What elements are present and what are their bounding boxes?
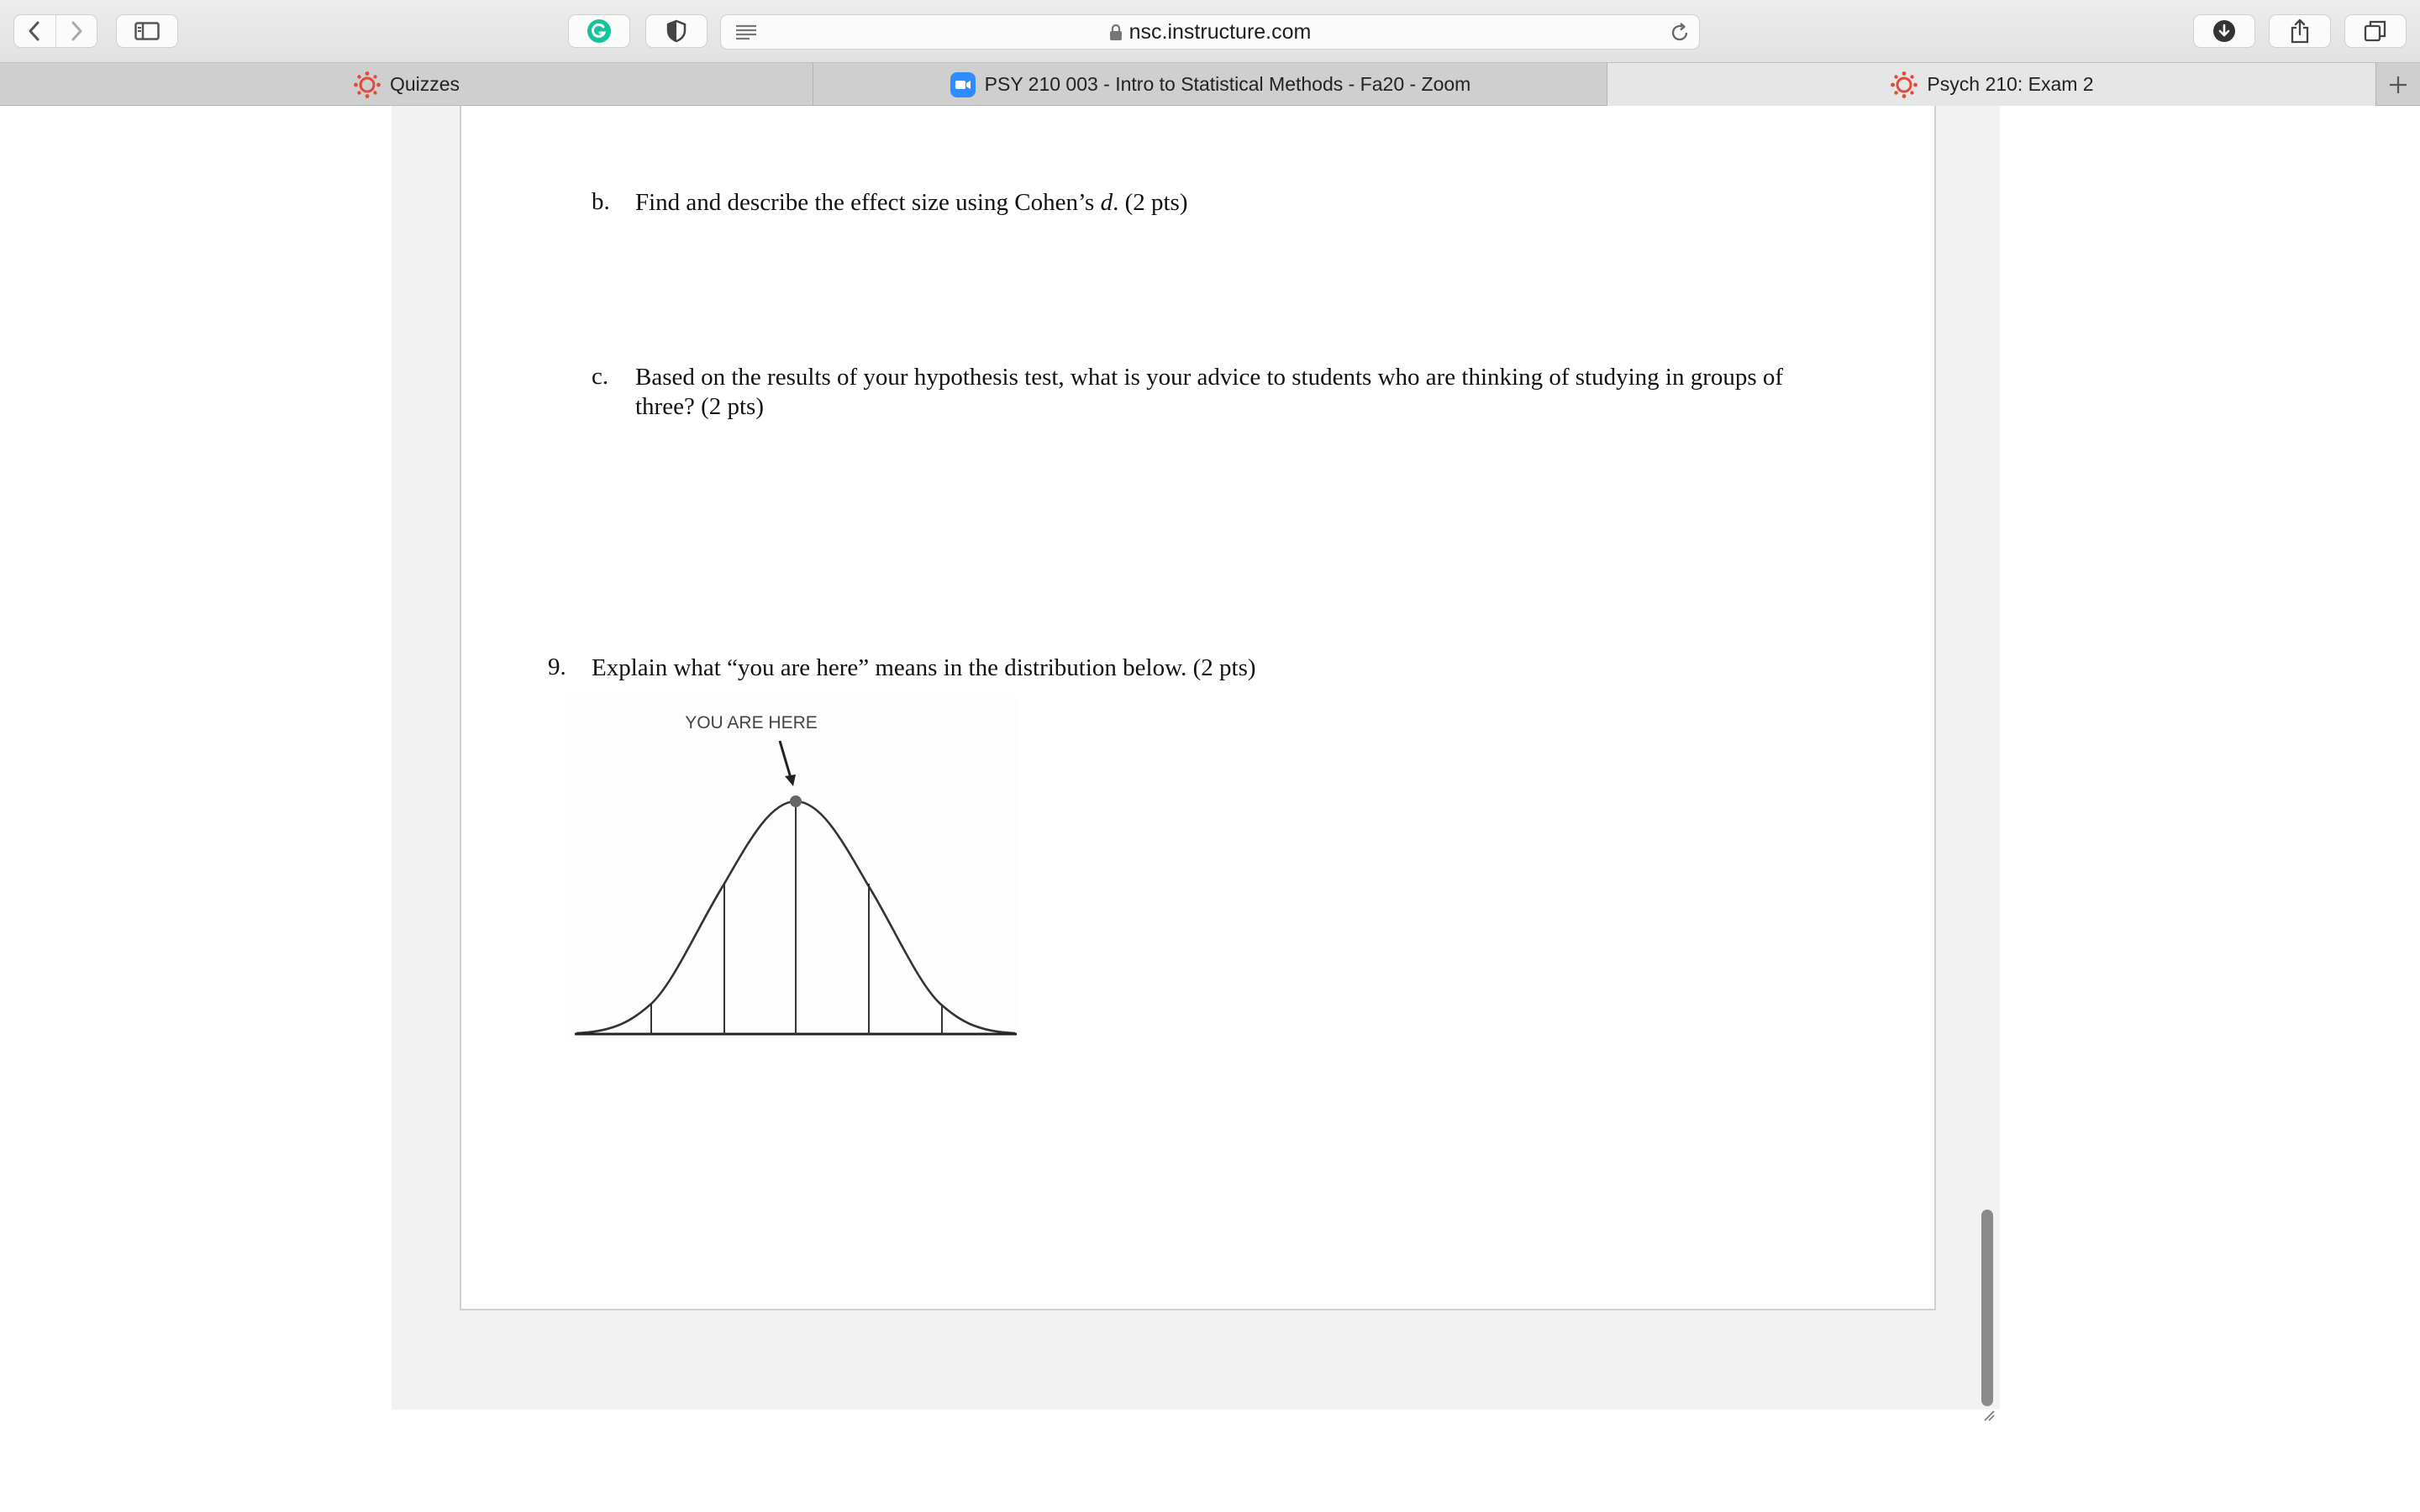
- question-c-line1: Based on the results of your hypothesis test, what is your advice to students who are thinking of studying in groups of: [635, 364, 1784, 391]
- tab-exam[interactable]: [1607, 63, 2376, 106]
- item-marker: b.: [592, 188, 610, 215]
- tab-quizzes[interactable]: [0, 63, 813, 106]
- chevron-left-icon: [27, 20, 42, 42]
- url-text: nsc.instructure.com: [1128, 20, 1312, 44]
- question-9-text: Explain what “you are here” means in the distribution below. (2 pts): [592, 654, 1256, 681]
- shield-icon: [666, 19, 687, 43]
- tab-label: Quizzes: [389, 73, 460, 95]
- tab-zoom[interactable]: [813, 63, 1607, 106]
- question-c-line2: three? (2 pts): [635, 393, 764, 420]
- normal-curve-illustration: [565, 697, 1017, 1042]
- reload-icon[interactable]: [1669, 22, 1691, 44]
- plus-icon: [2388, 75, 2408, 95]
- nav-buttons: [13, 14, 97, 48]
- item-marker: 9.: [548, 654, 566, 680]
- resize-grip-icon[interactable]: [1981, 1408, 1995, 1421]
- item-marker: c.: [592, 363, 609, 390]
- share-button[interactable]: [2269, 14, 2331, 48]
- browser-toolbar: [0, 0, 2420, 62]
- sidebar-icon: [134, 22, 160, 40]
- you-are-here-dot: [790, 795, 802, 807]
- forward-button[interactable]: [55, 15, 97, 47]
- pointer-arrow-head: [785, 774, 796, 786]
- pointer-arrow-shaft: [780, 741, 791, 778]
- grammarly-extension-button[interactable]: [568, 14, 630, 48]
- tab-overview-icon: [2364, 19, 2387, 43]
- distribution-figure: [565, 697, 1017, 1042]
- privacy-report-button[interactable]: [645, 14, 708, 48]
- question-b-text: Find and describe the effect size using Cohen’s d. (2 pts): [635, 189, 1188, 216]
- zoom-logo-icon: [950, 71, 976, 98]
- tab-bar: [0, 62, 2420, 106]
- back-button[interactable]: [14, 15, 55, 47]
- grammarly-icon: [587, 18, 612, 44]
- tab-label: PSY 210 003 - Intro to Statistical Methods - Fa20 - Zoom: [984, 73, 1471, 95]
- canvas-logo-icon: [1890, 71, 1918, 99]
- share-icon: [2290, 18, 2310, 44]
- lock-icon: [1109, 18, 1123, 51]
- tab-overview-button[interactable]: [2344, 14, 2407, 48]
- chevron-right-icon: [69, 20, 84, 42]
- vertical-scrollbar-thumb[interactable]: [1981, 1210, 1993, 1406]
- canvas-logo-icon: [353, 71, 381, 99]
- new-tab-button[interactable]: [2375, 63, 2420, 106]
- address-bar[interactable]: [720, 14, 1700, 50]
- you-are-here-label: YOU ARE HERE: [685, 713, 818, 732]
- download-icon: [2212, 19, 2236, 43]
- tab-label: Psych 210: Exam 2: [1927, 73, 2094, 95]
- downloads-button[interactable]: [2193, 14, 2255, 48]
- sidebar-button[interactable]: [116, 14, 178, 48]
